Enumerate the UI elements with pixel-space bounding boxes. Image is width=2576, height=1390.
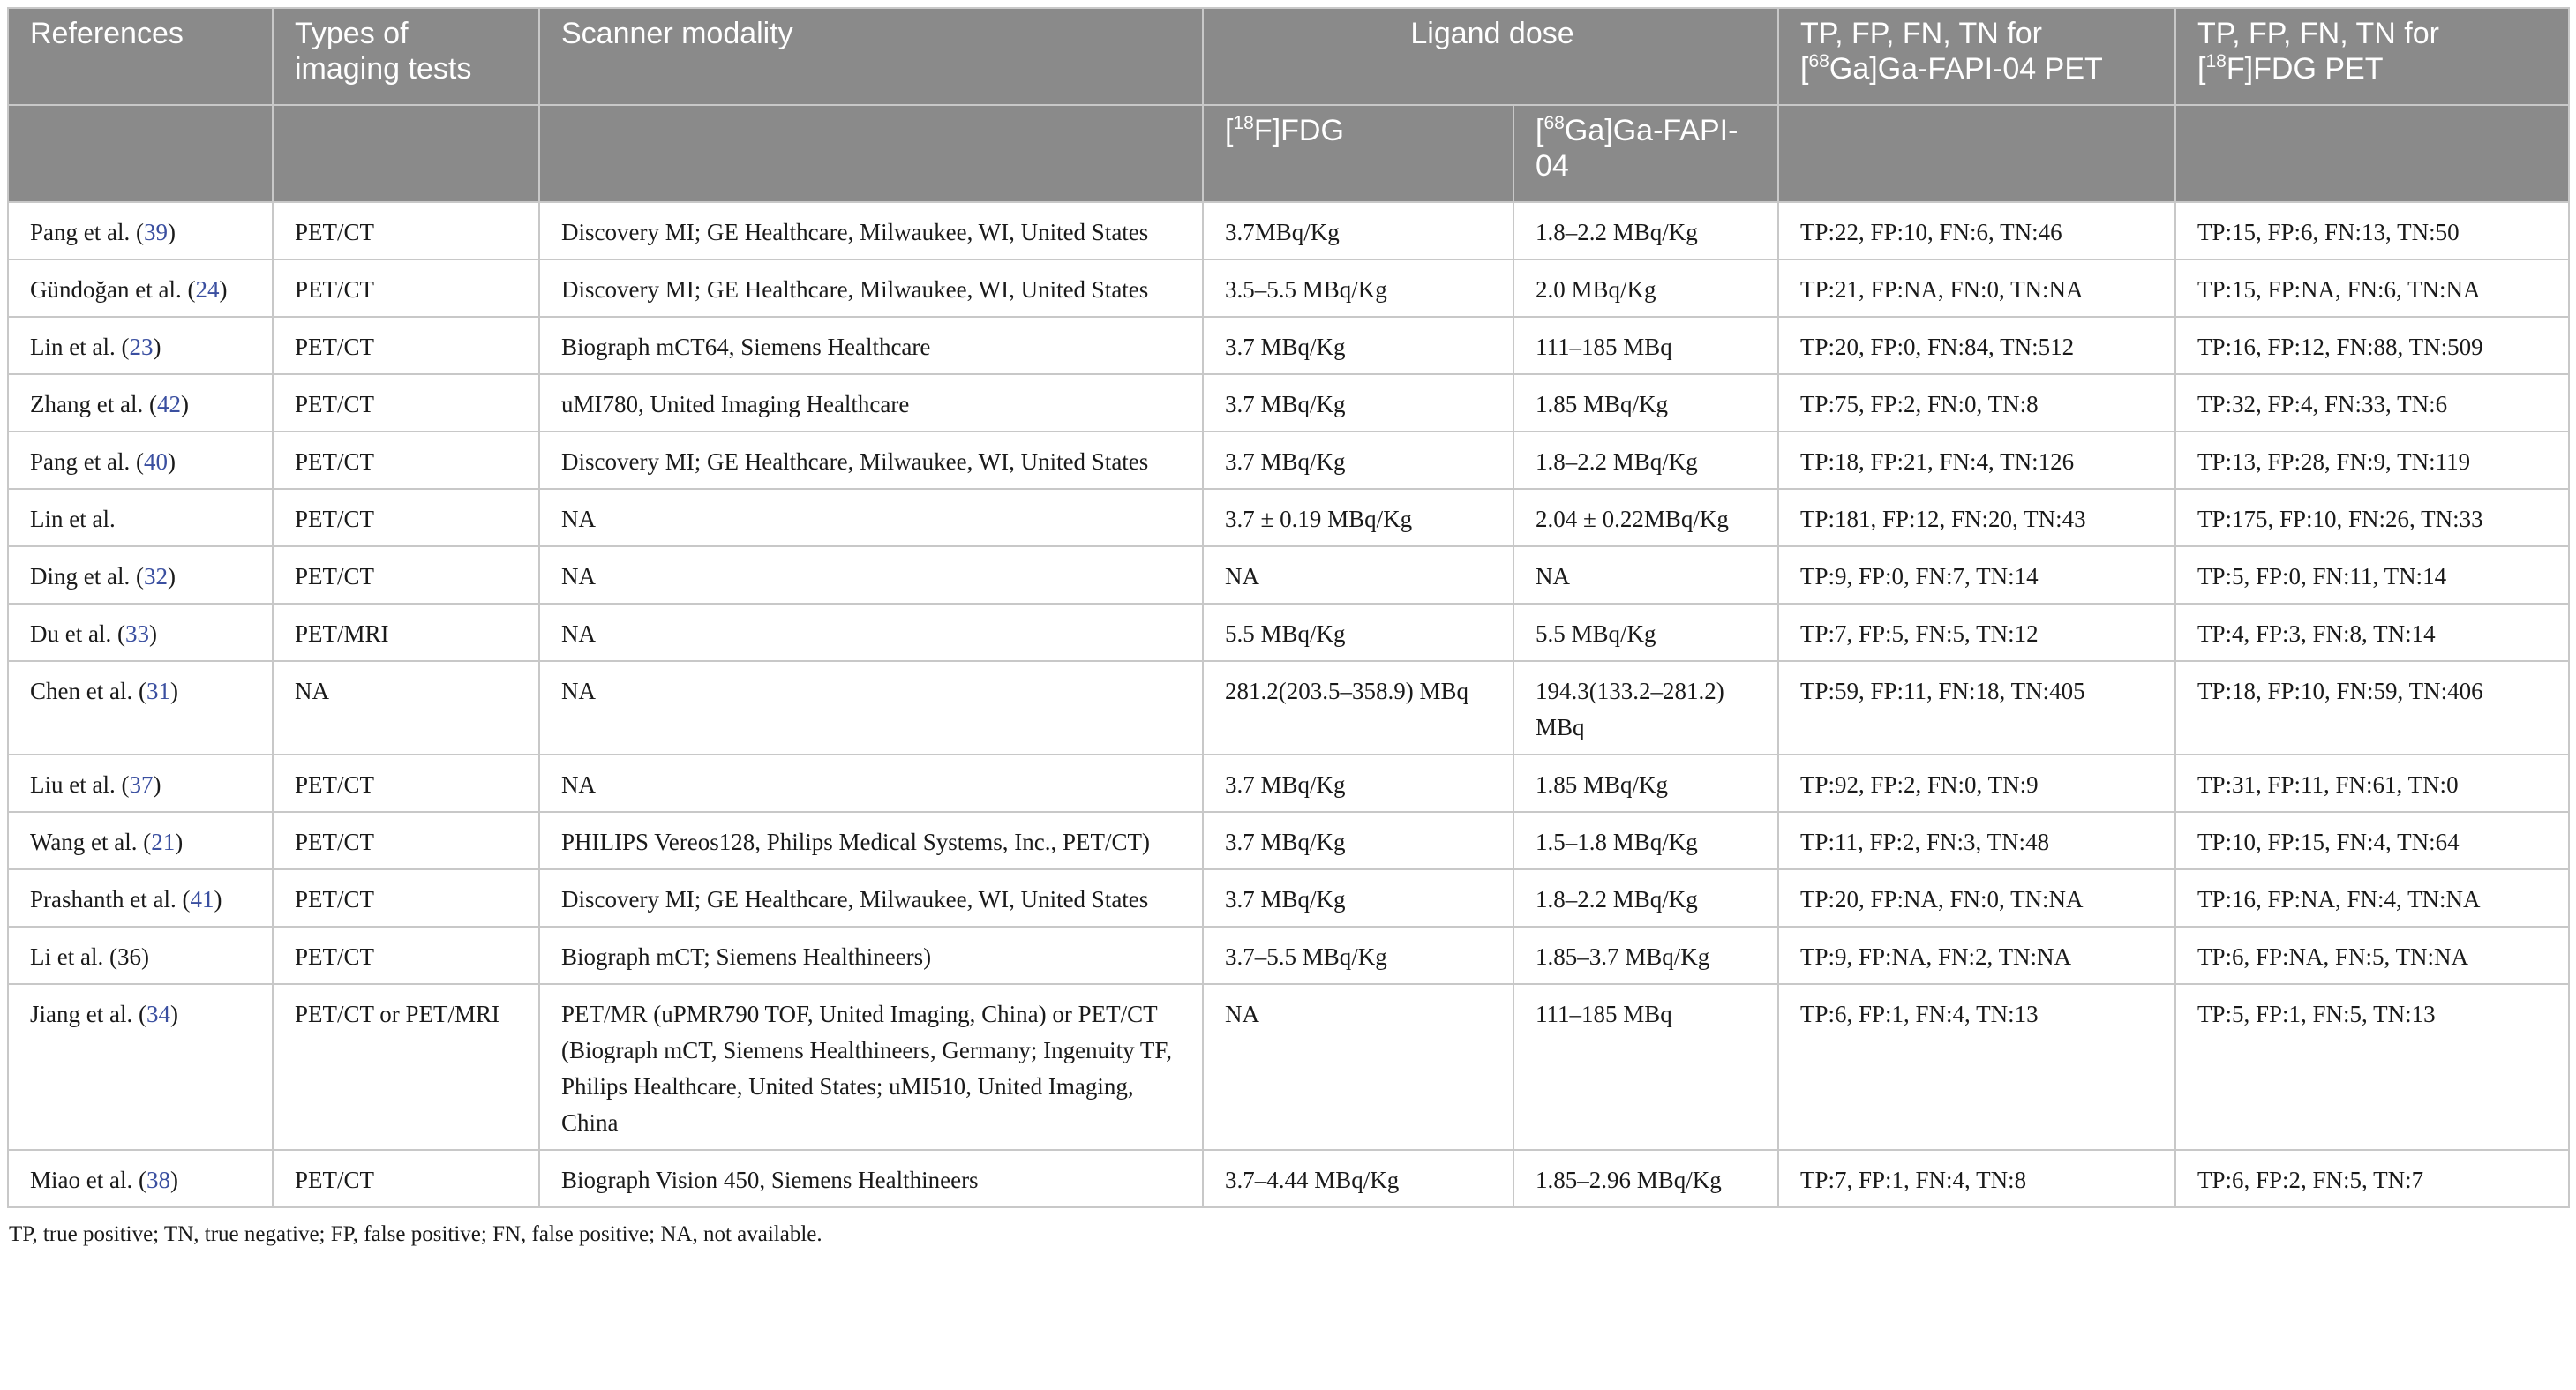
reference-text: Ding et al. ( <box>30 563 144 590</box>
cell-fdg-dose: 3.7 MBq/Kg <box>1203 869 1513 927</box>
citation-link[interactable]: 24 <box>195 276 220 303</box>
cell-tp-fdg: TP:4, FP:3, FN:8, TN:14 <box>2175 604 2569 661</box>
cell-imaging-type: PET/CT <box>273 489 539 546</box>
cell-imaging-type: PET/CT <box>273 1150 539 1207</box>
citation-link[interactable]: 32 <box>143 563 168 590</box>
citation-link[interactable]: 37 <box>129 771 154 798</box>
cell-imaging-type: PET/CT <box>273 546 539 604</box>
cell-scanner: PET/MR (uPMR790 TOF, United Imaging, China) or PET/CT (Biograph mCT, Siemens Healthineers, Germany; Ingenuity TF, Philips Healthcare, United States; uMI510, United Imaging, China <box>539 984 1203 1150</box>
cell-fdg-dose: NA <box>1203 546 1513 604</box>
cell-fapi-dose: 5.5 MBq/Kg <box>1513 604 1778 661</box>
cell-tp-fapi: TP:9, FP:0, FN:7, TN:14 <box>1778 546 2175 604</box>
header-fapi-sup: 68 <box>1543 112 1565 133</box>
cell-fapi-dose: NA <box>1513 546 1778 604</box>
citation-link[interactable]: 38 <box>146 1167 170 1193</box>
cell-fdg-dose: 3.7–5.5 MBq/Kg <box>1203 927 1513 984</box>
cell-reference: Gündoğan et al. (24) <box>8 259 273 317</box>
cell-reference: Chen et al. (31) <box>8 661 273 755</box>
reference-text: Miao et al. ( <box>30 1167 146 1193</box>
cell-scanner: PHILIPS Vereos128, Philips Medical Systems, Inc., PET/CT) <box>539 812 1203 869</box>
reference-text: Prashanth et al. ( <box>30 886 191 913</box>
cell-imaging-type: PET/CT <box>273 374 539 432</box>
cell-fdg-dose: 3.7 MBq/Kg <box>1203 317 1513 374</box>
header-tp-fdg-rest: F]FDG PET <box>2226 52 2384 86</box>
cell-tp-fapi: TP:20, FP:0, FN:84, TN:512 <box>1778 317 2175 374</box>
header-tp-fapi-rest: Ga]Ga-FAPI-04 PET <box>1829 52 2103 86</box>
cell-imaging-type: PET/CT <box>273 869 539 927</box>
cell-reference: Pang et al. (39) <box>8 202 273 259</box>
header-tp-fapi-sup: 68 <box>1808 50 1829 71</box>
citation-link[interactable]: 23 <box>129 334 154 360</box>
cell-reference: Ding et al. (32) <box>8 546 273 604</box>
cell-reference: Zhang et al. (42) <box>8 374 273 432</box>
cell-fapi-dose: 1.85 MBq/Kg <box>1513 755 1778 812</box>
cell-fdg-dose: 5.5 MBq/Kg <box>1203 604 1513 661</box>
cell-scanner: Biograph mCT64, Siemens Healthcare <box>539 317 1203 374</box>
table-row <box>8 202 2569 259</box>
citation-link[interactable]: 31 <box>146 678 170 704</box>
reference-text: Chen et al. ( <box>30 678 146 704</box>
cell-scanner: Discovery MI; GE Healthcare, Milwaukee, WI, United States <box>539 202 1203 259</box>
table-row <box>8 604 2569 661</box>
header-scanner: Scanner modality <box>539 8 1203 105</box>
table-footnote: TP, true positive; TN, true negative; FP, false positive; FN, false positive; NA, not available. <box>9 1222 822 1246</box>
cell-imaging-type: PET/CT <box>273 202 539 259</box>
header-ligand-dose: Ligand dose <box>1203 8 1778 105</box>
header-blank-2 <box>273 105 539 202</box>
header-blank-7 <box>2175 105 2569 202</box>
reference-text: Gündoğan et al. ( <box>30 276 196 303</box>
cell-fapi-dose: 1.85 MBq/Kg <box>1513 374 1778 432</box>
cell-tp-fdg: TP:16, FP:12, FN:88, TN:509 <box>2175 317 2569 374</box>
reference-text: Li et al. (36) <box>30 943 149 970</box>
cell-scanner: Discovery MI; GE Healthcare, Milwaukee, WI, United States <box>539 259 1203 317</box>
cell-tp-fapi: TP:20, FP:NA, FN:0, TN:NA <box>1778 869 2175 927</box>
cell-reference: Wang et al. (21) <box>8 812 273 869</box>
header-fapi: [$^{68}$Ga]Ga-FAPI-04 <box>1513 105 1778 202</box>
table-row <box>8 812 2569 869</box>
cell-fapi-dose: 194.3(133.2–281.2) MBq <box>1513 661 1778 755</box>
table-row <box>8 489 2569 546</box>
cell-reference: Jiang et al. (34) <box>8 984 273 1150</box>
cell-tp-fdg: TP:175, FP:10, FN:26, TN:33 <box>2175 489 2569 546</box>
cell-fapi-dose: 2.0 MBq/Kg <box>1513 259 1778 317</box>
cell-tp-fdg: TP:6, FP:NA, FN:5, TN:NA <box>2175 927 2569 984</box>
cell-tp-fapi: TP:92, FP:2, FN:0, TN:9 <box>1778 755 2175 812</box>
reference-text: Lin et al. ( <box>30 334 130 360</box>
cell-imaging-type: PET/CT <box>273 927 539 984</box>
reference-text: Du et al. ( <box>30 620 125 647</box>
cell-tp-fapi: TP:59, FP:11, FN:18, TN:405 <box>1778 661 2175 755</box>
cell-tp-fdg: TP:13, FP:28, FN:9, TN:119 <box>2175 432 2569 489</box>
reference-text: Zhang et al. ( <box>30 391 157 417</box>
reference-text: Jiang et al. ( <box>30 1001 146 1027</box>
cell-reference: Miao et al. (38) <box>8 1150 273 1207</box>
header-tp-fdg-prefix: TP, FP, FN, TN for <box>2197 17 2439 50</box>
cell-tp-fdg: TP:15, FP:6, FN:13, TN:50 <box>2175 202 2569 259</box>
cell-tp-fapi: TP:75, FP:2, FN:0, TN:8 <box>1778 374 2175 432</box>
header-tp-fdg-sup: 18 <box>2205 50 2227 71</box>
citation-link[interactable]: 42 <box>156 391 181 417</box>
cell-fapi-dose: 1.8–2.2 MBq/Kg <box>1513 432 1778 489</box>
cell-scanner: Discovery MI; GE Healthcare, Milwaukee, WI, United States <box>539 869 1203 927</box>
reference-text: Pang et al. ( <box>30 219 144 245</box>
header-tp-fapi: TP, FP, FN, TN for [$^{68}$Ga]Ga-FAPI-04 PET <box>1778 8 2175 105</box>
table-row <box>8 755 2569 812</box>
reference-text: Pang et al. ( <box>30 448 144 475</box>
cell-scanner: NA <box>539 546 1203 604</box>
cell-scanner: NA <box>539 489 1203 546</box>
cell-tp-fdg: TP:6, FP:2, FN:5, TN:7 <box>2175 1150 2569 1207</box>
cell-fapi-dose: 111–185 MBq <box>1513 984 1778 1150</box>
cell-fdg-dose: 3.7 MBq/Kg <box>1203 432 1513 489</box>
citation-link[interactable]: 39 <box>143 219 168 245</box>
table-row <box>8 259 2569 317</box>
cell-fapi-dose: 1.8–2.2 MBq/Kg <box>1513 202 1778 259</box>
header-fdg-rest: F]FDG <box>1253 114 1344 147</box>
header-blank-3 <box>539 105 1203 202</box>
cell-tp-fapi: TP:7, FP:5, FN:5, TN:12 <box>1778 604 2175 661</box>
cell-fapi-dose: 1.8–2.2 MBq/Kg <box>1513 869 1778 927</box>
cell-imaging-type: PET/CT <box>273 259 539 317</box>
cell-scanner: NA <box>539 604 1203 661</box>
cell-reference: Pang et al. (40) <box>8 432 273 489</box>
cell-reference: Lin et al. (23) <box>8 317 273 374</box>
cell-imaging-type: PET/CT or PET/MRI <box>273 984 539 1150</box>
cell-reference: Prashanth et al. (41) <box>8 869 273 927</box>
table-body <box>8 202 2569 1207</box>
cell-fdg-dose: 3.7 MBq/Kg <box>1203 812 1513 869</box>
cell-fapi-dose: 1.85–3.7 MBq/Kg <box>1513 927 1778 984</box>
cell-tp-fdg: TP:5, FP:0, FN:11, TN:14 <box>2175 546 2569 604</box>
cell-imaging-type: NA <box>273 661 539 755</box>
data-table <box>7 7 2570 1208</box>
cell-tp-fapi: TP:6, FP:1, FN:4, TN:13 <box>1778 984 2175 1150</box>
cell-reference: Du et al. (33) <box>8 604 273 661</box>
cell-fdg-dose: NA <box>1203 984 1513 1150</box>
cell-fdg-dose: 281.2(203.5–358.9) MBq <box>1203 661 1513 755</box>
header-tp-fdg: TP, FP, FN, TN for [$^{18}$F]FDG PET <box>2175 8 2569 105</box>
cell-fdg-dose: 3.7MBq/Kg <box>1203 202 1513 259</box>
cell-fdg-dose: 3.7 MBq/Kg <box>1203 374 1513 432</box>
cell-fapi-dose: 1.85–2.96 MBq/Kg <box>1513 1150 1778 1207</box>
cell-tp-fdg: TP:5, FP:1, FN:5, TN:13 <box>2175 984 2569 1150</box>
cell-tp-fdg: TP:10, FP:15, FN:4, TN:64 <box>2175 812 2569 869</box>
cell-tp-fapi: TP:9, FP:NA, FN:2, TN:NA <box>1778 927 2175 984</box>
cell-tp-fdg: TP:31, FP:11, FN:61, TN:0 <box>2175 755 2569 812</box>
table-row <box>8 317 2569 374</box>
cell-tp-fdg: TP:16, FP:NA, FN:4, TN:NA <box>2175 869 2569 927</box>
cell-reference <box>8 927 273 984</box>
cell-tp-fapi: TP:22, FP:10, FN:6, TN:46 <box>1778 202 2175 259</box>
cell-fdg-dose: 3.7 MBq/Kg <box>1203 755 1513 812</box>
cell-tp-fdg: TP:18, FP:10, FN:59, TN:406 <box>2175 661 2569 755</box>
citation-link[interactable]: 21 <box>151 829 176 855</box>
cell-tp-fapi: TP:181, FP:12, FN:20, TN:43 <box>1778 489 2175 546</box>
header-references: References <box>8 8 273 105</box>
cell-imaging-type: PET/CT <box>273 432 539 489</box>
table-row <box>8 432 2569 489</box>
table-row <box>8 927 2569 984</box>
reference-text: Wang et al. ( <box>30 829 152 855</box>
header-fdg-sup: 18 <box>1233 112 1254 133</box>
cell-scanner: Discovery MI; GE Healthcare, Milwaukee, WI, United States <box>539 432 1203 489</box>
cell-imaging-type: PET/MRI <box>273 604 539 661</box>
cell-scanner: NA <box>539 755 1203 812</box>
cell-scanner: Biograph mCT; Siemens Healthineers) <box>539 927 1203 984</box>
header-row-2 <box>8 105 2569 202</box>
cell-tp-fdg: TP:15, FP:NA, FN:6, TN:NA <box>2175 259 2569 317</box>
cell-scanner: uMI780, United Imaging Healthcare <box>539 374 1203 432</box>
reference-text: Lin et al. <box>30 506 116 532</box>
header-tp-fapi-prefix: TP, FP, FN, TN for <box>1800 17 2042 50</box>
cell-tp-fapi: TP:18, FP:21, FN:4, TN:126 <box>1778 432 2175 489</box>
cell-tp-fdg: TP:32, FP:4, FN:33, TN:6 <box>2175 374 2569 432</box>
cell-scanner: NA <box>539 661 1203 755</box>
table-container <box>7 7 2568 1247</box>
cell-fdg-dose: 3.7–4.44 MBq/Kg <box>1203 1150 1513 1207</box>
citation-link[interactable]: 33 <box>124 620 149 647</box>
cell-imaging-type: PET/CT <box>273 755 539 812</box>
header-types: Types of imaging tests <box>273 8 539 105</box>
citation-link[interactable]: 40 <box>143 448 168 475</box>
citation-link[interactable]: 34 <box>146 1001 170 1027</box>
cell-fapi-dose: 1.5–1.8 MBq/Kg <box>1513 812 1778 869</box>
header-blank-1 <box>8 105 273 202</box>
citation-link[interactable]: 41 <box>190 886 214 913</box>
cell-fapi-dose: 111–185 MBq <box>1513 317 1778 374</box>
cell-imaging-type: PET/CT <box>273 317 539 374</box>
header-row-1 <box>8 8 2569 105</box>
table-row <box>8 1150 2569 1207</box>
header-blank-6 <box>1778 105 2175 202</box>
cell-tp-fapi: TP:21, FP:NA, FN:0, TN:NA <box>1778 259 2175 317</box>
reference-text: Liu et al. ( <box>30 771 130 798</box>
cell-fapi-dose: 2.04 ± 0.22MBq/Kg <box>1513 489 1778 546</box>
cell-scanner: Biograph Vision 450, Siemens Healthineers <box>539 1150 1203 1207</box>
cell-tp-fapi: TP:7, FP:1, FN:4, TN:8 <box>1778 1150 2175 1207</box>
table-row <box>8 546 2569 604</box>
cell-reference: Liu et al. (37) <box>8 755 273 812</box>
cell-imaging-type: PET/CT <box>273 812 539 869</box>
cell-fdg-dose: 3.7 ± 0.19 MBq/Kg <box>1203 489 1513 546</box>
header-fapi-rest: Ga]Ga-FAPI-04 <box>1536 114 1739 183</box>
table-row <box>8 374 2569 432</box>
cell-reference <box>8 489 273 546</box>
table-row <box>8 984 2569 1150</box>
header-fdg: [$^{18}$F]FDG <box>1203 105 1513 202</box>
cell-fdg-dose: 3.5–5.5 MBq/Kg <box>1203 259 1513 317</box>
cell-tp-fapi: TP:11, FP:2, FN:3, TN:48 <box>1778 812 2175 869</box>
table-row <box>8 661 2569 755</box>
table-row <box>8 869 2569 927</box>
